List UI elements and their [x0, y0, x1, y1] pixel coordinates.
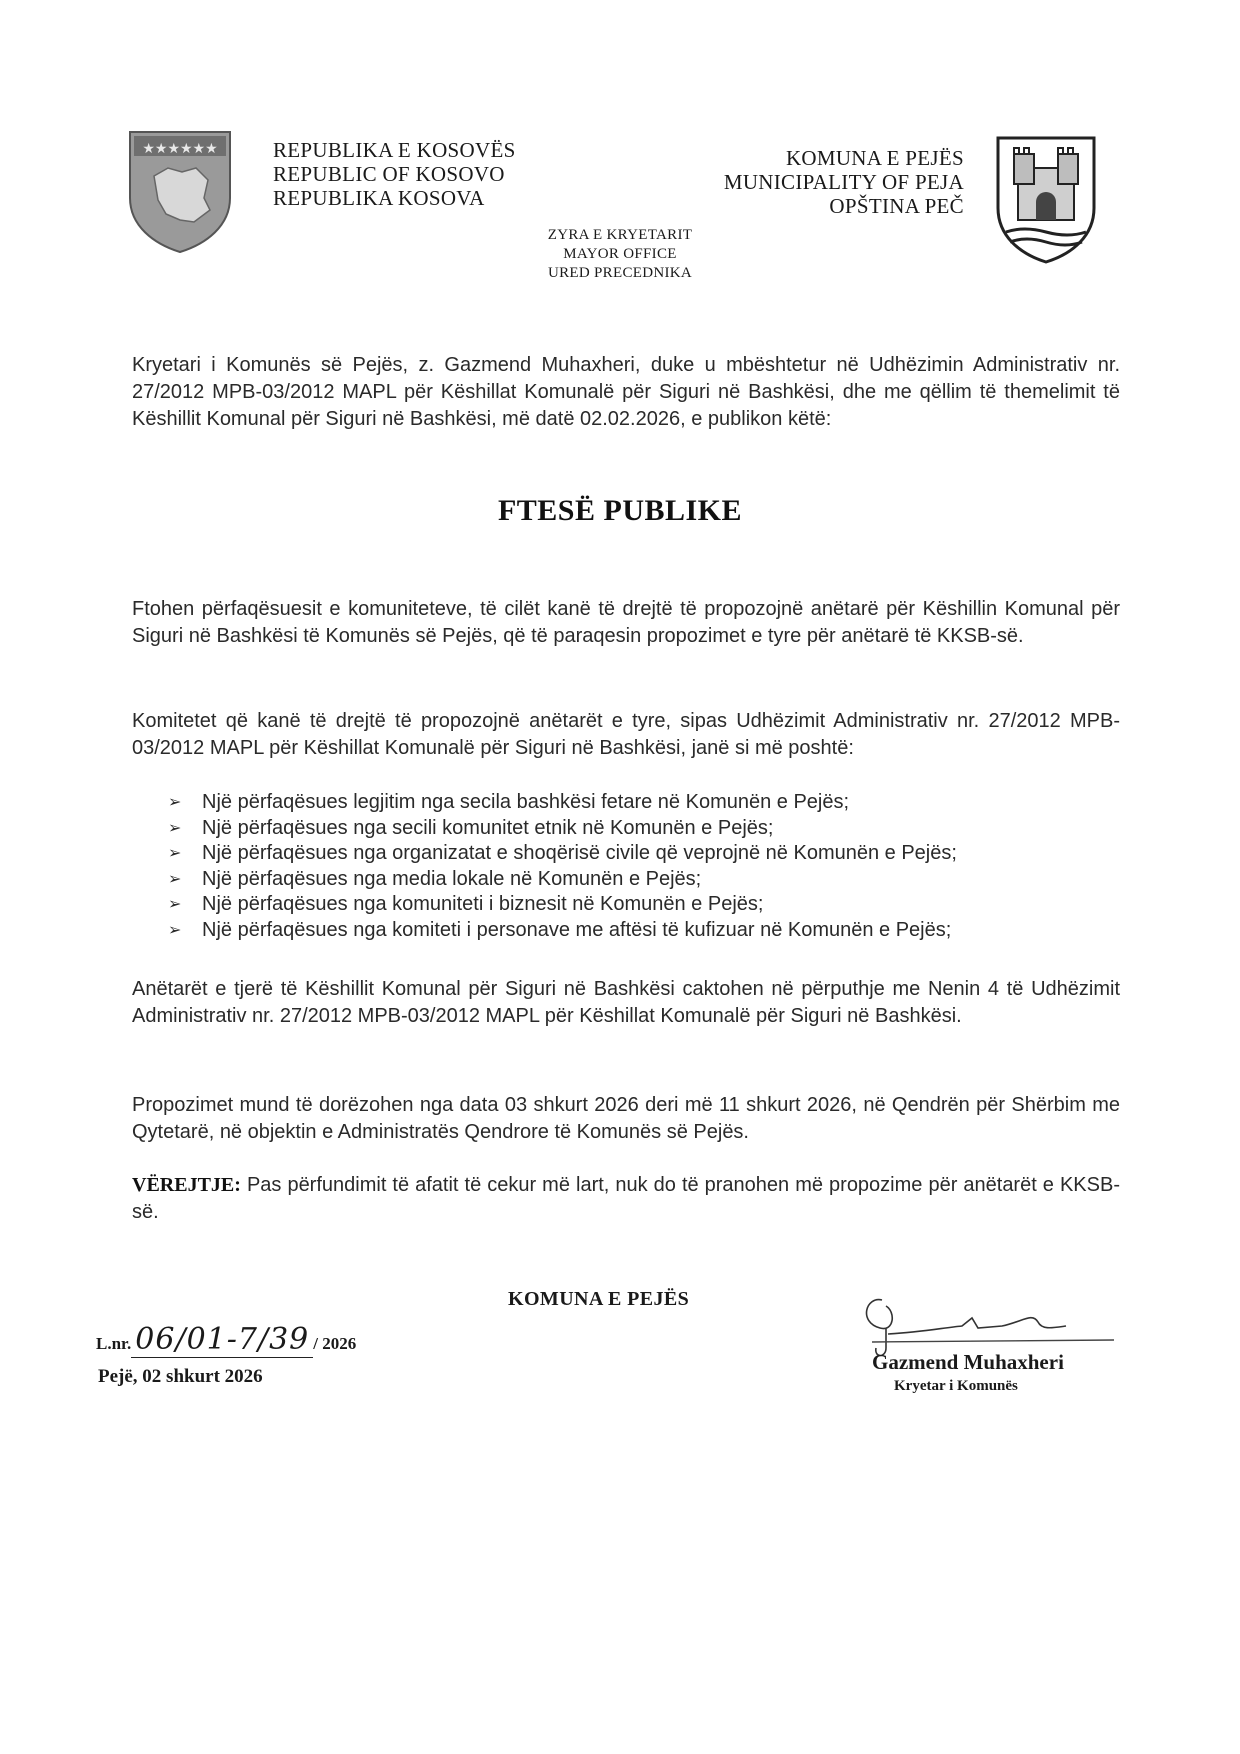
country-name-serbian: REPUBLIKA KOSOVA: [273, 186, 485, 210]
note-text: Pas përfundimit të afatit të cekur më lart, nuk do të pranohen më propozime për anëtarët e KKSB-së.: [132, 1174, 1120, 1223]
peja-municipality-emblem-icon: [994, 134, 1098, 264]
arrow-bullet-icon: ➢: [168, 896, 182, 913]
list-item: [168, 867, 1118, 893]
list-item-text: Një përfaqësues nga secili komunitet etnik në Komunën e Pejës;: [202, 816, 774, 839]
arrow-bullet-icon: ➢: [168, 794, 182, 811]
list-item: [168, 892, 1118, 918]
list-item-text: Një përfaqësues nga organizatat e shoqërisë civile që veprojnë në Komunën e Pejës;: [202, 842, 957, 864]
list-item: [168, 816, 1118, 842]
list-item-text: Një përfaqësues legjitim nga secila bashkësi fetare në Komunën e Pejës;: [202, 791, 850, 813]
municipality-name-english: MUNICIPALITY OF PEJA: [723, 170, 964, 194]
list-item-text: Një përfaqësues nga komiteti i personave me aftësi të kufizuar në Komunën e Pejës;: [202, 918, 952, 941]
municipality-name-albanian: KOMUNA E PEJËS: [785, 146, 964, 170]
list-item-text: Një përfaqësues nga komuniteti i biznesit në Komunën e Pejës;: [202, 893, 764, 915]
kosovo-coat-of-arms-icon: [124, 128, 236, 254]
submission-paragraph: Propozimet mund të dorëzohen nga data 03 shkurt 2026 deri më 11 shkurt 2026, në Qendrën për Shërbim me Qytetarë, në objektin e Administratës Qendrore të Komunës së Pejës.: [132, 1094, 1120, 1143]
municipality-name-serbian: OPŠTINA PEČ: [829, 194, 964, 218]
representatives-list: [168, 790, 1118, 943]
list-item-text: Një përfaqësues nga media lokale në Komunën e Pejës;: [202, 867, 702, 890]
committees-paragraph: Komitetet që kanë të drejtë të propozojnë anëtarët e tyre, sipas Udhëzimit Administrativ nr. 27/2012 MPB-03/2012 MAPL për Këshillat Komunalë për Siguri në Bashkësi, janë si më poshtë:: [132, 710, 1120, 759]
country-name-albanian: REPUBLIKA E KOSOVËS: [273, 138, 516, 162]
country-name-english: REPUBLIC OF KOSOVO: [273, 162, 505, 186]
invitation-paragraph: Ftohen përfaqësuesit e komuniteteve, të cilët kanë të drejtë të propozojnë anëtarë për Këshillin Komunal për Siguri në Bashkësi të Komunës së Pejës, që të paraqesin propozimet e tyre për anëtarë të KKSB-së.: [132, 598, 1120, 647]
municipality-name-block: [724, 146, 964, 218]
office-name-block: [520, 226, 720, 283]
reference-year: / 2026: [313, 1334, 357, 1353]
list-item: [168, 918, 1118, 944]
signer-name: Gazmend Muhaxheri: [872, 1350, 1064, 1374]
list-item: [168, 841, 1118, 867]
reference-prefix: L.nr.: [96, 1334, 132, 1353]
list-item: [168, 790, 1118, 816]
signer-title: Kryetar i Komunës: [894, 1378, 1018, 1394]
document-title: FTESË PUBLIKE: [497, 494, 743, 527]
svg-text:★★★★★★: ★★★★★★: [142, 141, 218, 157]
intro-paragraph: Kryetari i Komunës së Pejës, z. Gazmend Muhaxheri, duke u mbështetur në Udhëzimin Administrativ nr. 27/2012 MPB-03/2012 MAPL për Këshillat Komunalë për Siguri në Bashkësi, dhe me qëllim të themelimit të Këshillit Komunal për Siguri në Bashkësi, më datë 02.02.2026, e publikon këtë:: [132, 354, 1120, 430]
office-name-english: MAYOR OFFICE: [563, 246, 677, 262]
arrow-bullet-icon: ➢: [168, 845, 182, 862]
country-name-block: [273, 138, 516, 210]
office-name-serbian: URED PRECEDNIKA: [547, 265, 693, 281]
note-paragraph: [132, 1172, 1120, 1226]
reference-handwritten: 06/01-7/39: [131, 1322, 313, 1358]
reference-number: [96, 1322, 356, 1358]
arrow-bullet-icon: ➢: [168, 870, 182, 888]
other-members-paragraph: Anëtarët e tjerë të Këshillit Komunal për Siguri në Bashkësi caktohen në përputhje me Nenin 4 të Udhëzimit Administrativ nr. 27/2012 MPB-03/2012 MAPL për Këshillat Komunalë për Siguri në Bashkësi.: [132, 978, 1120, 1027]
arrow-bullet-icon: ➢: [168, 921, 182, 939]
office-name-albanian: ZYRA E KRYETARIT: [547, 227, 693, 243]
note-label: VËREJTJE:: [132, 1174, 241, 1196]
arrow-bullet-icon: ➢: [168, 819, 182, 837]
issuing-organization: KOMUNA E PEJËS: [508, 1288, 690, 1310]
place-and-date: Pejë, 02 shkurt 2026: [98, 1366, 263, 1387]
